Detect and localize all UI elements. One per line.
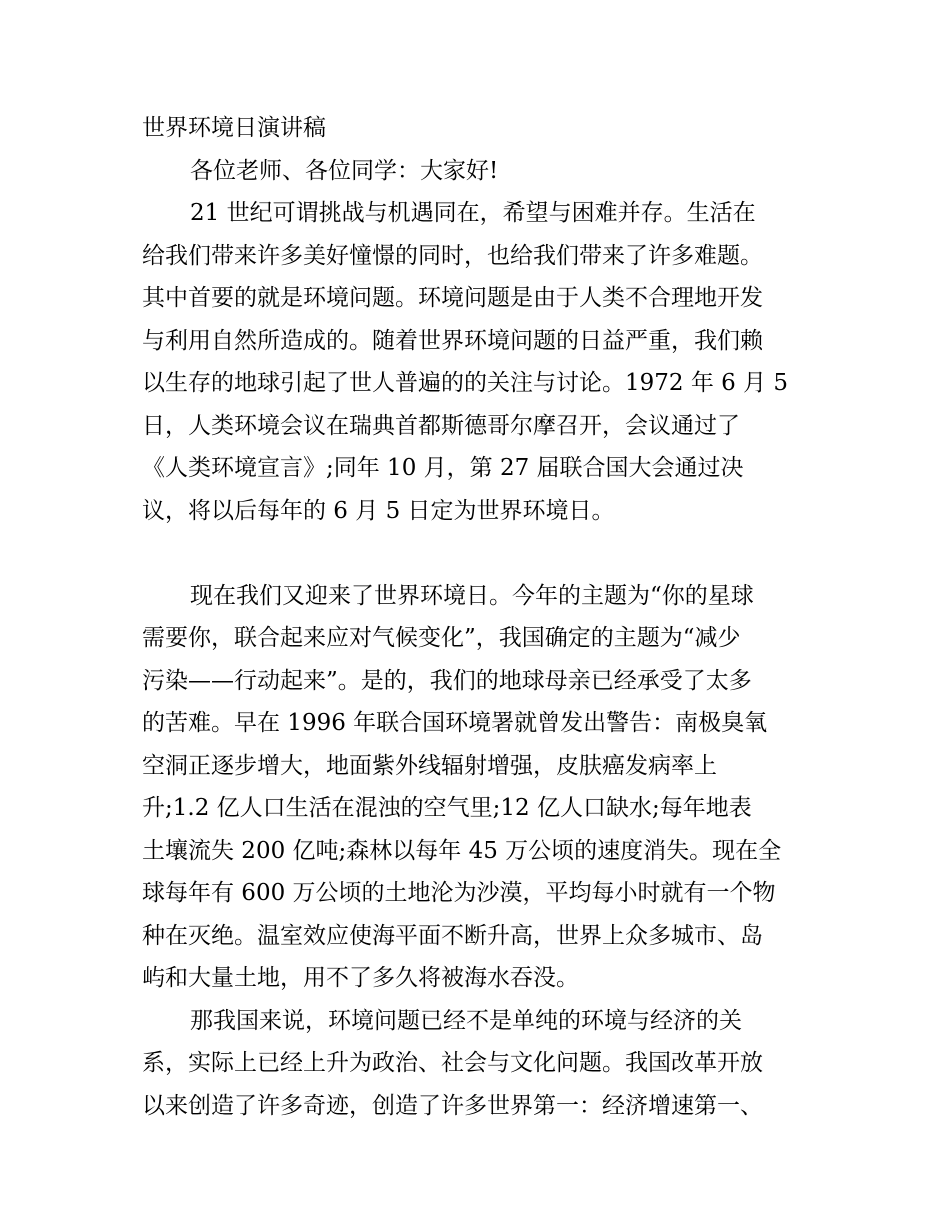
paragraph-line: 升;1.2 亿人口生活在混浊的空气里;12 亿人口缺水;每年地表: [142, 795, 752, 821]
paragraph-line: 系，实际上已经上升为政治、社会与文化问题。我国改革开放: [142, 1050, 763, 1076]
paragraph-line: 21 世纪可谓挑战与机遇同在，希望与困难并存。生活在: [190, 200, 756, 226]
paragraph-line: 球每年有 600 万公顷的土地沦为沙漠，平均每小时就有一个物: [142, 880, 776, 906]
paragraph-line: 污染——行动起来”。是的，我们的地球母亲已经承受了太多: [142, 667, 752, 694]
paragraph-line: 其中首要的就是环境问题。环境问题是由于人类不合理地开发: [142, 285, 763, 311]
paragraph-line: 那我国来说，环境问题已经不是单纯的环境与经济的关: [190, 1007, 742, 1034]
paragraph-line: 以来创造了许多奇迹，创造了许多世界第一：经济增速第一、: [142, 1092, 763, 1119]
paragraph-line: 的苦难。早在 1996 年联合国环境署就曾发出警告：南极臭氧: [142, 710, 768, 736]
paragraph-line: 议，将以后每年的 6 月 5 日定为世界环境日。: [142, 497, 615, 524]
document-title: 世界环境日演讲稿: [142, 115, 326, 141]
paragraph-line: 屿和大量土地，用不了多久将被海水吞没。: [142, 965, 579, 991]
paragraph-line: 种在灭绝。温室效应使海平面不断升高，世界上众多城市、岛: [142, 922, 763, 949]
paragraph-line: 与利用自然所造成的。随着世界环境问题的日益严重，我们赖: [142, 327, 763, 354]
greeting-line: 各位老师、各位同学：大家好!: [190, 157, 499, 184]
paragraph-3: [142, 1000, 818, 1128]
paragraph-2: [142, 575, 818, 1000]
paragraph-line: 《人类环境宣言》;同年 10 月，第 27 届联合国大会通过决: [142, 455, 744, 481]
paragraph-spacer: [142, 532, 818, 575]
paragraph-line: 日，人类环境会议在瑞典首都斯德哥尔摩召开，会议通过了: [142, 412, 740, 439]
paragraph-line: 空洞正逐步增大，地面紫外线辐射增强，皮肤癌发病率上: [142, 752, 717, 779]
paragraph-line: 土壤流失 200 亿吨;森林以每年 45 万公顷的速度消失。现在全: [142, 837, 782, 864]
paragraph-line: 以生存的地球引起了世人普遍的的关注与讨论。1972 年 6 月 5: [142, 370, 789, 396]
paragraph-1: [142, 192, 818, 532]
document-body: [142, 107, 818, 1127]
paragraph-line: 需要你，联合起来应对气候变化”，我国确定的主题为“减少: [142, 625, 741, 651]
paragraph-line: 给我们带来许多美好憧憬的同时，也给我们带来了许多难题。: [142, 242, 763, 269]
paragraph-line: 现在我们又迎来了世界环境日。今年的主题为“你的星球: [190, 582, 754, 609]
